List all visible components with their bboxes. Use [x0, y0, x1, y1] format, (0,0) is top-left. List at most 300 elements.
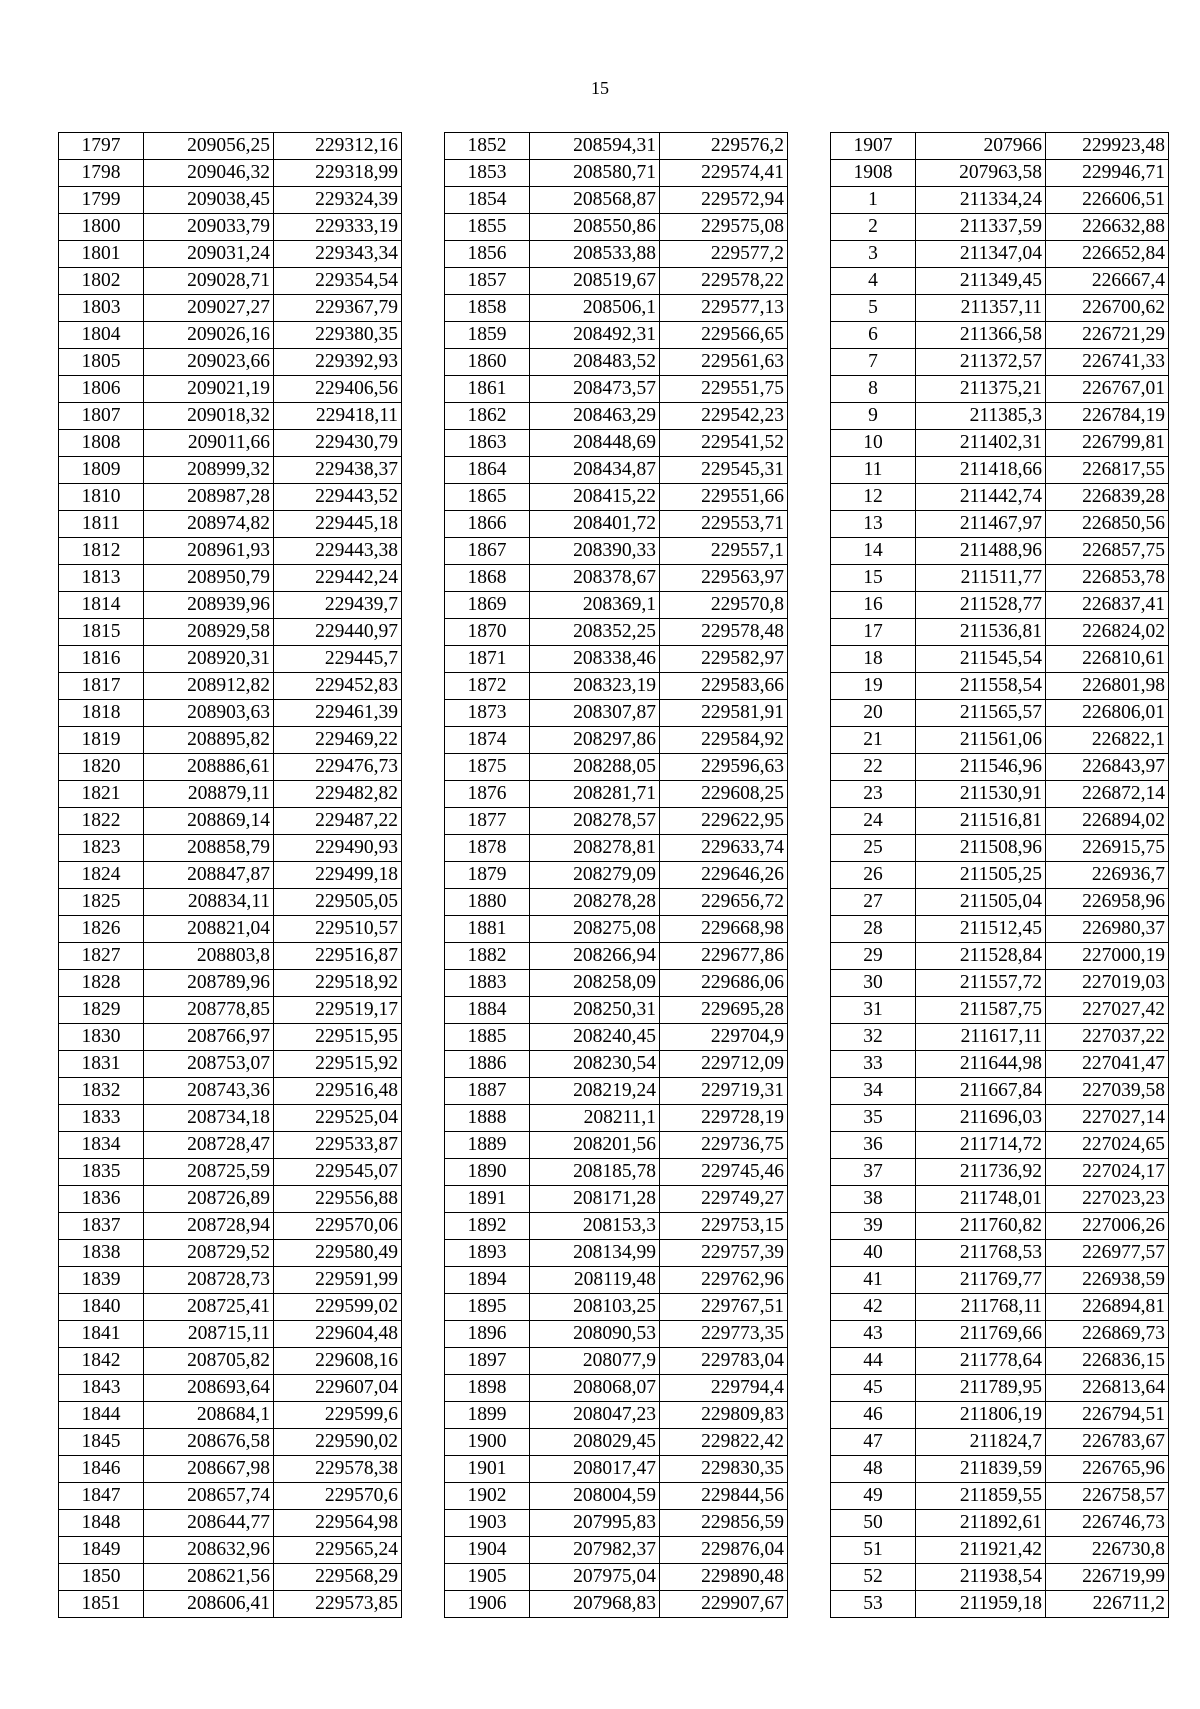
y-coordinate-cell: 229553,71	[660, 511, 788, 538]
y-coordinate-cell: 226824,02	[1046, 619, 1169, 646]
table-row	[831, 484, 1169, 511]
x-coordinate-cell: 208961,93	[144, 538, 274, 565]
y-coordinate-cell: 226843,97	[1046, 754, 1169, 781]
table-row	[59, 862, 402, 889]
x-coordinate-cell: 208492,31	[530, 322, 660, 349]
table-row	[59, 1132, 402, 1159]
table-row	[445, 403, 788, 430]
y-coordinate-cell: 229762,96	[660, 1267, 788, 1294]
point-number-cell: 1897	[445, 1348, 530, 1375]
x-coordinate-cell: 208250,31	[530, 997, 660, 1024]
point-number-cell: 1806	[59, 376, 144, 403]
x-coordinate-cell: 211546,96	[916, 754, 1046, 781]
table-row	[59, 1456, 402, 1483]
y-coordinate-cell: 229580,49	[274, 1240, 402, 1267]
y-coordinate-cell: 229578,48	[660, 619, 788, 646]
point-number-cell: 1903	[445, 1510, 530, 1537]
point-number-cell: 1828	[59, 970, 144, 997]
point-number-cell: 2	[831, 214, 916, 241]
x-coordinate-cell: 208029,45	[530, 1429, 660, 1456]
point-number-cell: 1810	[59, 484, 144, 511]
point-number-cell: 1905	[445, 1564, 530, 1591]
table-row	[831, 430, 1169, 457]
point-number-cell: 1906	[445, 1591, 530, 1618]
x-coordinate-cell: 209021,19	[144, 376, 274, 403]
point-number-cell: 13	[831, 511, 916, 538]
x-coordinate-cell: 208323,19	[530, 673, 660, 700]
x-coordinate-cell: 211892,61	[916, 1510, 1046, 1537]
point-number-cell: 1	[831, 187, 916, 214]
point-number-cell: 51	[831, 1537, 916, 1564]
point-number-cell: 1840	[59, 1294, 144, 1321]
point-number-cell: 1876	[445, 781, 530, 808]
point-number-cell: 1891	[445, 1186, 530, 1213]
y-coordinate-cell: 229876,04	[660, 1537, 788, 1564]
x-coordinate-cell: 208929,58	[144, 619, 274, 646]
point-number-cell: 52	[831, 1564, 916, 1591]
y-coordinate-cell: 226850,56	[1046, 511, 1169, 538]
table-row	[831, 727, 1169, 754]
point-number-cell: 1854	[445, 187, 530, 214]
y-coordinate-cell: 229505,05	[274, 889, 402, 916]
table-row	[59, 781, 402, 808]
x-coordinate-cell: 211530,91	[916, 781, 1046, 808]
y-coordinate-cell: 226801,98	[1046, 673, 1169, 700]
x-coordinate-cell: 208153,3	[530, 1213, 660, 1240]
table-row	[831, 403, 1169, 430]
point-number-cell: 1864	[445, 457, 530, 484]
y-coordinate-cell: 226700,62	[1046, 295, 1169, 322]
x-coordinate-cell: 208550,86	[530, 214, 660, 241]
y-coordinate-cell: 229578,22	[660, 268, 788, 295]
point-number-cell: 1822	[59, 808, 144, 835]
table-row	[59, 1375, 402, 1402]
point-number-cell: 1847	[59, 1483, 144, 1510]
table-row	[831, 970, 1169, 997]
table-row	[59, 1267, 402, 1294]
point-number-cell: 1884	[445, 997, 530, 1024]
point-number-cell: 1803	[59, 295, 144, 322]
table-row	[445, 511, 788, 538]
x-coordinate-cell: 208103,25	[530, 1294, 660, 1321]
x-coordinate-cell: 208950,79	[144, 565, 274, 592]
table-row	[445, 187, 788, 214]
point-number-cell: 12	[831, 484, 916, 511]
point-number-cell: 1830	[59, 1024, 144, 1051]
x-coordinate-cell: 208568,87	[530, 187, 660, 214]
y-coordinate-cell: 229656,72	[660, 889, 788, 916]
y-coordinate-cell: 229392,93	[274, 349, 402, 376]
table-row	[59, 322, 402, 349]
point-number-cell: 1816	[59, 646, 144, 673]
point-number-cell: 14	[831, 538, 916, 565]
x-coordinate-cell: 211938,54	[916, 1564, 1046, 1591]
point-number-cell: 1821	[59, 781, 144, 808]
table-row	[445, 1429, 788, 1456]
table-row	[445, 268, 788, 295]
point-number-cell: 1907	[831, 133, 916, 160]
point-number-cell: 1890	[445, 1159, 530, 1186]
x-coordinate-cell: 209033,79	[144, 214, 274, 241]
point-number-cell: 22	[831, 754, 916, 781]
x-coordinate-cell: 208288,05	[530, 754, 660, 781]
x-coordinate-cell: 208644,77	[144, 1510, 274, 1537]
y-coordinate-cell: 229443,52	[274, 484, 402, 511]
x-coordinate-cell: 211488,96	[916, 538, 1046, 565]
point-number-cell: 26	[831, 862, 916, 889]
y-coordinate-cell: 227024,65	[1046, 1132, 1169, 1159]
point-number-cell: 1894	[445, 1267, 530, 1294]
point-number-cell: 1839	[59, 1267, 144, 1294]
point-number-cell: 5	[831, 295, 916, 322]
x-coordinate-cell: 208275,08	[530, 916, 660, 943]
y-coordinate-cell: 229581,91	[660, 700, 788, 727]
x-coordinate-cell: 208338,46	[530, 646, 660, 673]
y-coordinate-cell: 226652,84	[1046, 241, 1169, 268]
x-coordinate-cell: 211561,06	[916, 727, 1046, 754]
point-number-cell: 42	[831, 1294, 916, 1321]
table-row	[445, 133, 788, 160]
point-number-cell: 1875	[445, 754, 530, 781]
x-coordinate-cell: 208258,09	[530, 970, 660, 997]
x-coordinate-cell: 211357,11	[916, 295, 1046, 322]
point-number-cell: 1857	[445, 268, 530, 295]
x-coordinate-cell: 211505,25	[916, 862, 1046, 889]
point-number-cell: 1800	[59, 214, 144, 241]
point-number-cell: 1819	[59, 727, 144, 754]
table-row	[59, 565, 402, 592]
table-row	[59, 1537, 402, 1564]
y-coordinate-cell: 229575,08	[660, 214, 788, 241]
point-number-cell: 29	[831, 943, 916, 970]
x-coordinate-cell: 208667,98	[144, 1456, 274, 1483]
table-row	[831, 1132, 1169, 1159]
y-coordinate-cell: 226721,29	[1046, 322, 1169, 349]
table-row	[831, 1051, 1169, 1078]
table-row	[445, 484, 788, 511]
x-coordinate-cell: 211760,82	[916, 1213, 1046, 1240]
table-row	[59, 484, 402, 511]
table-row	[445, 1483, 788, 1510]
y-coordinate-cell: 227023,23	[1046, 1186, 1169, 1213]
x-coordinate-cell: 211337,59	[916, 214, 1046, 241]
x-coordinate-cell: 208778,85	[144, 997, 274, 1024]
y-coordinate-cell: 229542,23	[660, 403, 788, 430]
table-row	[445, 700, 788, 727]
y-coordinate-cell: 229343,34	[274, 241, 402, 268]
point-number-cell: 36	[831, 1132, 916, 1159]
point-number-cell: 1883	[445, 970, 530, 997]
x-coordinate-cell: 208987,28	[144, 484, 274, 511]
x-coordinate-cell: 211347,04	[916, 241, 1046, 268]
x-coordinate-cell: 208734,18	[144, 1105, 274, 1132]
x-coordinate-cell: 208766,97	[144, 1024, 274, 1051]
table-row	[59, 1429, 402, 1456]
table-row	[445, 1591, 788, 1618]
x-coordinate-cell: 208729,52	[144, 1240, 274, 1267]
x-coordinate-cell: 208743,36	[144, 1078, 274, 1105]
table-row	[445, 1186, 788, 1213]
y-coordinate-cell: 229510,57	[274, 916, 402, 943]
y-coordinate-cell: 229367,79	[274, 295, 402, 322]
y-coordinate-cell: 229604,48	[274, 1321, 402, 1348]
table-row	[59, 295, 402, 322]
point-number-cell: 1838	[59, 1240, 144, 1267]
point-number-cell: 1813	[59, 565, 144, 592]
table-row	[445, 808, 788, 835]
point-number-cell: 1877	[445, 808, 530, 835]
y-coordinate-cell: 229695,28	[660, 997, 788, 1024]
y-coordinate-cell: 226711,2	[1046, 1591, 1169, 1618]
point-number-cell: 1856	[445, 241, 530, 268]
y-coordinate-cell: 226667,4	[1046, 268, 1169, 295]
x-coordinate-cell: 208278,81	[530, 835, 660, 862]
y-coordinate-cell: 229563,97	[660, 565, 788, 592]
y-coordinate-cell: 229430,79	[274, 430, 402, 457]
table-row	[831, 1078, 1169, 1105]
x-coordinate-cell: 209011,66	[144, 430, 274, 457]
x-coordinate-cell: 208920,31	[144, 646, 274, 673]
point-number-cell: 1802	[59, 268, 144, 295]
x-coordinate-cell: 211528,77	[916, 592, 1046, 619]
point-number-cell: 1831	[59, 1051, 144, 1078]
table-row	[59, 619, 402, 646]
table-row	[831, 1537, 1169, 1564]
x-coordinate-cell: 208594,31	[530, 133, 660, 160]
x-coordinate-cell: 208869,14	[144, 808, 274, 835]
x-coordinate-cell: 208705,82	[144, 1348, 274, 1375]
y-coordinate-cell: 226894,02	[1046, 808, 1169, 835]
table-row	[831, 1402, 1169, 1429]
table-row	[59, 1294, 402, 1321]
point-number-cell: 1798	[59, 160, 144, 187]
y-coordinate-cell: 229438,37	[274, 457, 402, 484]
point-number-cell: 1870	[445, 619, 530, 646]
point-number-cell: 1818	[59, 700, 144, 727]
point-number-cell: 1855	[445, 214, 530, 241]
table-row	[59, 133, 402, 160]
y-coordinate-cell: 226606,51	[1046, 187, 1169, 214]
y-coordinate-cell: 229515,95	[274, 1024, 402, 1051]
y-coordinate-cell: 226767,01	[1046, 376, 1169, 403]
table-row	[445, 1132, 788, 1159]
y-coordinate-cell: 229608,25	[660, 781, 788, 808]
x-coordinate-cell: 208821,04	[144, 916, 274, 943]
x-coordinate-cell: 208803,8	[144, 943, 274, 970]
y-coordinate-cell: 229767,51	[660, 1294, 788, 1321]
y-coordinate-cell: 227041,47	[1046, 1051, 1169, 1078]
y-coordinate-cell: 229844,56	[660, 1483, 788, 1510]
y-coordinate-cell: 229728,19	[660, 1105, 788, 1132]
x-coordinate-cell: 211839,59	[916, 1456, 1046, 1483]
y-coordinate-cell: 229584,92	[660, 727, 788, 754]
table-row	[445, 457, 788, 484]
table-row	[831, 1591, 1169, 1618]
y-coordinate-cell: 229890,48	[660, 1564, 788, 1591]
table-row	[831, 1105, 1169, 1132]
table-row	[445, 1456, 788, 1483]
point-number-cell: 1872	[445, 673, 530, 700]
table-row	[445, 565, 788, 592]
x-coordinate-cell: 211565,57	[916, 700, 1046, 727]
x-coordinate-cell: 208726,89	[144, 1186, 274, 1213]
point-number-cell: 1826	[59, 916, 144, 943]
y-coordinate-cell: 229856,59	[660, 1510, 788, 1537]
y-coordinate-cell: 229809,83	[660, 1402, 788, 1429]
table-row	[831, 511, 1169, 538]
x-coordinate-cell: 211769,66	[916, 1321, 1046, 1348]
point-number-cell: 1835	[59, 1159, 144, 1186]
y-coordinate-cell: 229736,75	[660, 1132, 788, 1159]
point-number-cell: 1879	[445, 862, 530, 889]
point-number-cell: 3	[831, 241, 916, 268]
table-row	[59, 835, 402, 862]
table-row	[831, 457, 1169, 484]
table-row	[445, 889, 788, 916]
table-row	[59, 1159, 402, 1186]
x-coordinate-cell: 211921,42	[916, 1537, 1046, 1564]
table-row	[831, 565, 1169, 592]
x-coordinate-cell: 208725,41	[144, 1294, 274, 1321]
y-coordinate-cell: 229570,8	[660, 592, 788, 619]
y-coordinate-cell: 229704,9	[660, 1024, 788, 1051]
table-row	[59, 1078, 402, 1105]
x-coordinate-cell: 207968,83	[530, 1591, 660, 1618]
y-coordinate-cell: 229541,52	[660, 430, 788, 457]
x-coordinate-cell: 208297,86	[530, 727, 660, 754]
coordinate-table-1	[58, 132, 402, 1618]
table-row	[59, 970, 402, 997]
point-number-cell: 39	[831, 1213, 916, 1240]
point-number-cell: 1893	[445, 1240, 530, 1267]
x-coordinate-cell: 211536,81	[916, 619, 1046, 646]
x-coordinate-cell: 211375,21	[916, 376, 1046, 403]
y-coordinate-cell: 226836,15	[1046, 1348, 1169, 1375]
table-row	[59, 349, 402, 376]
x-coordinate-cell: 207982,37	[530, 1537, 660, 1564]
y-coordinate-cell: 229633,74	[660, 835, 788, 862]
y-coordinate-cell: 229607,04	[274, 1375, 402, 1402]
point-number-cell: 1836	[59, 1186, 144, 1213]
y-coordinate-cell: 229406,56	[274, 376, 402, 403]
table-row	[831, 862, 1169, 889]
point-number-cell: 1902	[445, 1483, 530, 1510]
point-number-cell: 1832	[59, 1078, 144, 1105]
table-row	[445, 1321, 788, 1348]
table-row	[831, 1483, 1169, 1510]
y-coordinate-cell: 229822,42	[660, 1429, 788, 1456]
point-number-cell: 1829	[59, 997, 144, 1024]
point-number-cell: 1886	[445, 1051, 530, 1078]
point-number-cell: 20	[831, 700, 916, 727]
table-row	[59, 916, 402, 943]
point-number-cell: 28	[831, 916, 916, 943]
point-number-cell: 1807	[59, 403, 144, 430]
x-coordinate-cell: 207966	[916, 133, 1046, 160]
x-coordinate-cell: 208725,59	[144, 1159, 274, 1186]
table-row	[445, 835, 788, 862]
point-number-cell: 18	[831, 646, 916, 673]
x-coordinate-cell: 208201,56	[530, 1132, 660, 1159]
x-coordinate-cell: 211789,95	[916, 1375, 1046, 1402]
table-row	[59, 538, 402, 565]
table-row	[831, 322, 1169, 349]
x-coordinate-cell: 211736,92	[916, 1159, 1046, 1186]
x-coordinate-cell: 207995,83	[530, 1510, 660, 1537]
point-number-cell: 1852	[445, 133, 530, 160]
y-coordinate-cell: 229570,6	[274, 1483, 402, 1510]
y-coordinate-cell: 229574,41	[660, 160, 788, 187]
table-row	[445, 997, 788, 1024]
point-number-cell: 33	[831, 1051, 916, 1078]
x-coordinate-cell: 208753,07	[144, 1051, 274, 1078]
x-coordinate-cell: 208266,94	[530, 943, 660, 970]
table-row	[831, 1213, 1169, 1240]
x-coordinate-cell: 208847,87	[144, 862, 274, 889]
point-number-cell: 1892	[445, 1213, 530, 1240]
point-number-cell: 1861	[445, 376, 530, 403]
x-coordinate-cell: 208090,53	[530, 1321, 660, 1348]
point-number-cell: 1869	[445, 592, 530, 619]
y-coordinate-cell: 226765,96	[1046, 1456, 1169, 1483]
table-row	[831, 1159, 1169, 1186]
y-coordinate-cell: 229668,98	[660, 916, 788, 943]
y-coordinate-cell: 226915,75	[1046, 835, 1169, 862]
table-row	[831, 295, 1169, 322]
table-row	[831, 160, 1169, 187]
y-coordinate-cell: 229525,04	[274, 1105, 402, 1132]
point-number-cell: 1841	[59, 1321, 144, 1348]
point-number-cell: 50	[831, 1510, 916, 1537]
table-row	[831, 1267, 1169, 1294]
table-row	[831, 835, 1169, 862]
y-coordinate-cell: 229564,98	[274, 1510, 402, 1537]
x-coordinate-cell: 208834,11	[144, 889, 274, 916]
table-row	[831, 1024, 1169, 1051]
y-coordinate-cell: 229418,11	[274, 403, 402, 430]
table-row	[445, 592, 788, 619]
table-row	[59, 187, 402, 214]
table-row	[59, 160, 402, 187]
x-coordinate-cell: 208463,29	[530, 403, 660, 430]
x-coordinate-cell: 211545,54	[916, 646, 1046, 673]
point-number-cell: 1824	[59, 862, 144, 889]
point-number-cell: 1842	[59, 1348, 144, 1375]
point-number-cell: 1859	[445, 322, 530, 349]
point-number-cell: 1871	[445, 646, 530, 673]
x-coordinate-cell: 208684,1	[144, 1402, 274, 1429]
x-coordinate-cell: 208506,1	[530, 295, 660, 322]
table-row	[445, 1024, 788, 1051]
y-coordinate-cell: 229476,73	[274, 754, 402, 781]
table-row	[59, 268, 402, 295]
table-row	[831, 1294, 1169, 1321]
point-number-cell: 27	[831, 889, 916, 916]
x-coordinate-cell: 211959,18	[916, 1591, 1046, 1618]
table-row	[59, 1213, 402, 1240]
table-row	[445, 781, 788, 808]
y-coordinate-cell: 229487,22	[274, 808, 402, 835]
x-coordinate-cell: 211334,24	[916, 187, 1046, 214]
y-coordinate-cell: 227000,19	[1046, 943, 1169, 970]
point-number-cell: 1865	[445, 484, 530, 511]
x-coordinate-cell: 209046,32	[144, 160, 274, 187]
point-number-cell: 44	[831, 1348, 916, 1375]
table-row	[59, 1024, 402, 1051]
point-number-cell: 1881	[445, 916, 530, 943]
point-number-cell: 1867	[445, 538, 530, 565]
y-coordinate-cell: 226938,59	[1046, 1267, 1169, 1294]
